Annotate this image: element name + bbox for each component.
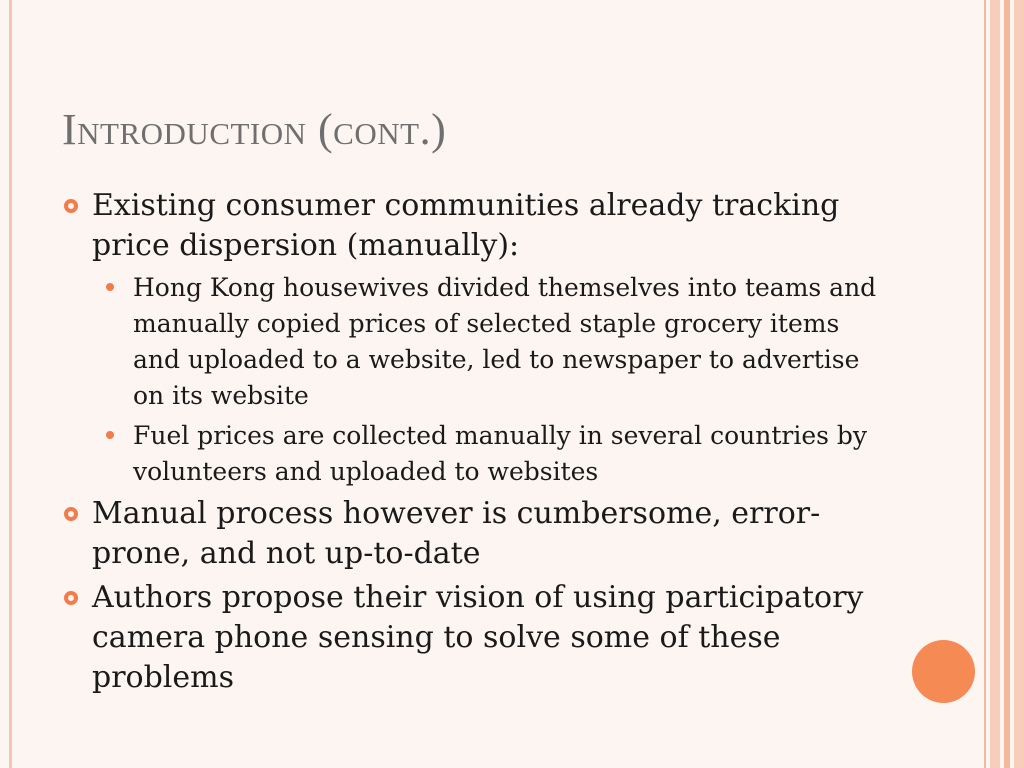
slide-body bbox=[62, 186, 892, 702]
sub-bullet-text: Fuel prices are collected manually in several countries by volunteers and uploaded to websites bbox=[133, 421, 868, 486]
bullet-text: Manual process however is cumbersome, error-prone, and not up-to-date bbox=[92, 496, 821, 571]
bullet-item bbox=[62, 186, 892, 266]
dot-bullet-icon bbox=[106, 283, 114, 291]
dot-bullet-icon bbox=[106, 431, 114, 439]
decorative-circle bbox=[912, 640, 975, 703]
right-stripe bbox=[990, 0, 1000, 768]
sub-bullet-item bbox=[62, 418, 892, 490]
right-stripe bbox=[1004, 0, 1010, 768]
bullet-text: Existing consumer communities already tracking price dispersion (manually): bbox=[92, 188, 840, 263]
ring-bullet-icon bbox=[64, 199, 78, 213]
bullet-item bbox=[62, 578, 892, 698]
ring-bullet-icon bbox=[64, 591, 78, 605]
ring-bullet-icon bbox=[64, 507, 78, 521]
left-border-line bbox=[9, 0, 12, 768]
right-stripe bbox=[1014, 0, 1024, 768]
sub-bullet-item bbox=[62, 270, 892, 414]
slide-title: Introduction (cont.) bbox=[62, 105, 447, 154]
bullet-text: Authors propose their vision of using participatory camera phone sensing to solve some of these problems bbox=[92, 580, 864, 695]
sub-bullet-text: Hong Kong housewives divided themselves into teams and manually copied prices of selected staple grocery items and uploaded to a website, led to newspaper to advertise on its website bbox=[133, 273, 877, 410]
right-stripe bbox=[984, 0, 986, 768]
bullet-item bbox=[62, 494, 892, 574]
